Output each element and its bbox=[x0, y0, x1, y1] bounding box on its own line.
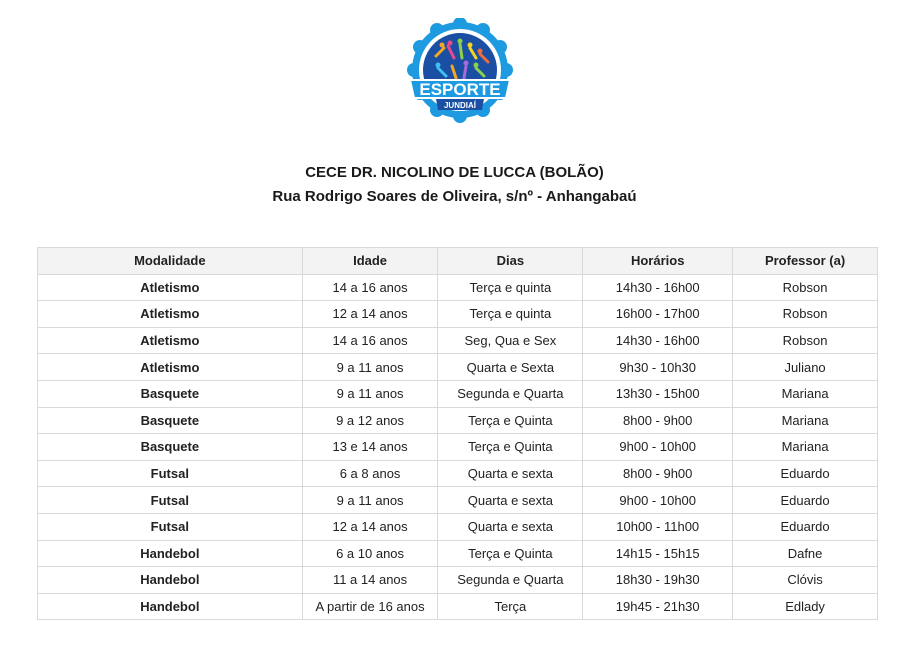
table-row bbox=[38, 513, 878, 540]
cell-dias: Quarta e sexta bbox=[438, 513, 583, 540]
cell-horario: 9h00 - 10h00 bbox=[583, 434, 733, 461]
table-row bbox=[38, 380, 878, 407]
cell-professor: Eduardo bbox=[733, 513, 878, 540]
cell-horario: 9h30 - 10h30 bbox=[583, 354, 733, 381]
cell-horario: 8h00 - 9h00 bbox=[583, 407, 733, 434]
cell-dias: Terça e Quinta bbox=[438, 434, 583, 461]
cell-professor: Clóvis bbox=[733, 567, 878, 594]
column-header-dias: Dias bbox=[438, 248, 583, 275]
cell-horario: 16h00 - 17h00 bbox=[583, 301, 733, 328]
cell-idade: A partir de 16 anos bbox=[302, 593, 438, 620]
cell-professor: Juliano bbox=[733, 354, 878, 381]
cell-modalidade: Futsal bbox=[38, 460, 303, 487]
cell-horario: 14h15 - 15h15 bbox=[583, 540, 733, 567]
cell-idade: 12 a 14 anos bbox=[302, 301, 438, 328]
cell-dias: Terça e quinta bbox=[438, 301, 583, 328]
cell-idade: 6 a 10 anos bbox=[302, 540, 438, 567]
cell-dias: Segunda e Quarta bbox=[438, 567, 583, 594]
cell-modalidade: Basquete bbox=[38, 434, 303, 461]
cell-professor: Eduardo bbox=[733, 460, 878, 487]
cell-idade: 9 a 11 anos bbox=[302, 354, 438, 381]
cell-modalidade: Basquete bbox=[38, 380, 303, 407]
logo-main-text: ESPORTE bbox=[419, 80, 501, 99]
cell-dias: Quarta e sexta bbox=[438, 460, 583, 487]
cell-modalidade: Atletismo bbox=[38, 354, 303, 381]
esporte-jundiai-logo bbox=[402, 18, 518, 128]
cell-dias: Seg, Qua e Sex bbox=[438, 327, 583, 354]
cell-professor: Eduardo bbox=[733, 487, 878, 514]
column-header-horarios: Horários bbox=[583, 248, 733, 275]
cell-idade: 12 a 14 anos bbox=[302, 513, 438, 540]
cell-idade: 6 a 8 anos bbox=[302, 460, 438, 487]
cell-idade: 9 a 11 anos bbox=[302, 487, 438, 514]
cell-dias: Quarta e Sexta bbox=[438, 354, 583, 381]
cell-dias: Terça bbox=[438, 593, 583, 620]
table-row bbox=[38, 593, 878, 620]
cell-professor: Mariana bbox=[733, 434, 878, 461]
cell-modalidade: Atletismo bbox=[38, 327, 303, 354]
cell-modalidade: Handebol bbox=[38, 567, 303, 594]
cell-professor: Robson bbox=[733, 301, 878, 328]
cell-idade: 14 a 16 anos bbox=[302, 274, 438, 301]
cell-horario: 14h30 - 16h00 bbox=[583, 274, 733, 301]
cell-idade: 14 a 16 anos bbox=[302, 327, 438, 354]
cell-professor: Mariana bbox=[733, 407, 878, 434]
cell-dias: Terça e Quinta bbox=[438, 407, 583, 434]
column-header-idade: Idade bbox=[302, 248, 438, 275]
cell-horario: 10h00 - 11h00 bbox=[583, 513, 733, 540]
cell-modalidade: Handebol bbox=[38, 540, 303, 567]
table-row bbox=[38, 540, 878, 567]
table-row bbox=[38, 407, 878, 434]
cell-horario: 9h00 - 10h00 bbox=[583, 487, 733, 514]
cell-professor: Robson bbox=[733, 327, 878, 354]
table-row bbox=[38, 274, 878, 301]
table-row bbox=[38, 354, 878, 381]
column-header-professor: Professor (a) bbox=[733, 248, 878, 275]
cell-dias: Terça e Quinta bbox=[438, 540, 583, 567]
table-row bbox=[38, 434, 878, 461]
cell-horario: 19h45 - 21h30 bbox=[583, 593, 733, 620]
cell-idade: 9 a 11 anos bbox=[302, 380, 438, 407]
cell-professor: Edlady bbox=[733, 593, 878, 620]
cell-professor: Robson bbox=[733, 274, 878, 301]
cell-idade: 11 a 14 anos bbox=[302, 567, 438, 594]
cell-horario: 18h30 - 19h30 bbox=[583, 567, 733, 594]
cell-modalidade: Handebol bbox=[38, 593, 303, 620]
table-row bbox=[38, 327, 878, 354]
table-header-row bbox=[38, 248, 878, 275]
table-row bbox=[38, 487, 878, 514]
cell-dias: Segunda e Quarta bbox=[438, 380, 583, 407]
table-row bbox=[38, 460, 878, 487]
cell-modalidade: Basquete bbox=[38, 407, 303, 434]
table-row bbox=[38, 301, 878, 328]
cell-modalidade: Futsal bbox=[38, 487, 303, 514]
cell-horario: 8h00 - 9h00 bbox=[583, 460, 733, 487]
cell-professor: Mariana bbox=[733, 380, 878, 407]
cell-dias: Quarta e sexta bbox=[438, 487, 583, 514]
cell-professor: Dafne bbox=[733, 540, 878, 567]
table-row bbox=[38, 567, 878, 594]
cell-modalidade: Atletismo bbox=[38, 301, 303, 328]
page-title: CECE DR. NICOLINO DE LUCCA (BOLÃO) bbox=[305, 164, 604, 181]
logo-sub-text: JUNDIAÍ bbox=[443, 101, 477, 110]
cell-dias: Terça e quinta bbox=[438, 274, 583, 301]
column-header-modalidade: Modalidade bbox=[38, 248, 303, 275]
cell-modalidade: Futsal bbox=[38, 513, 303, 540]
cell-idade: 9 a 12 anos bbox=[302, 407, 438, 434]
cell-horario: 14h30 - 16h00 bbox=[583, 327, 733, 354]
schedule-table bbox=[37, 247, 878, 620]
cell-idade: 13 e 14 anos bbox=[302, 434, 438, 461]
page-address: Rua Rodrigo Soares de Oliveira, s/nº - Anhangabaú bbox=[272, 188, 637, 205]
cell-horario: 13h30 - 15h00 bbox=[583, 380, 733, 407]
cell-modalidade: Atletismo bbox=[38, 274, 303, 301]
